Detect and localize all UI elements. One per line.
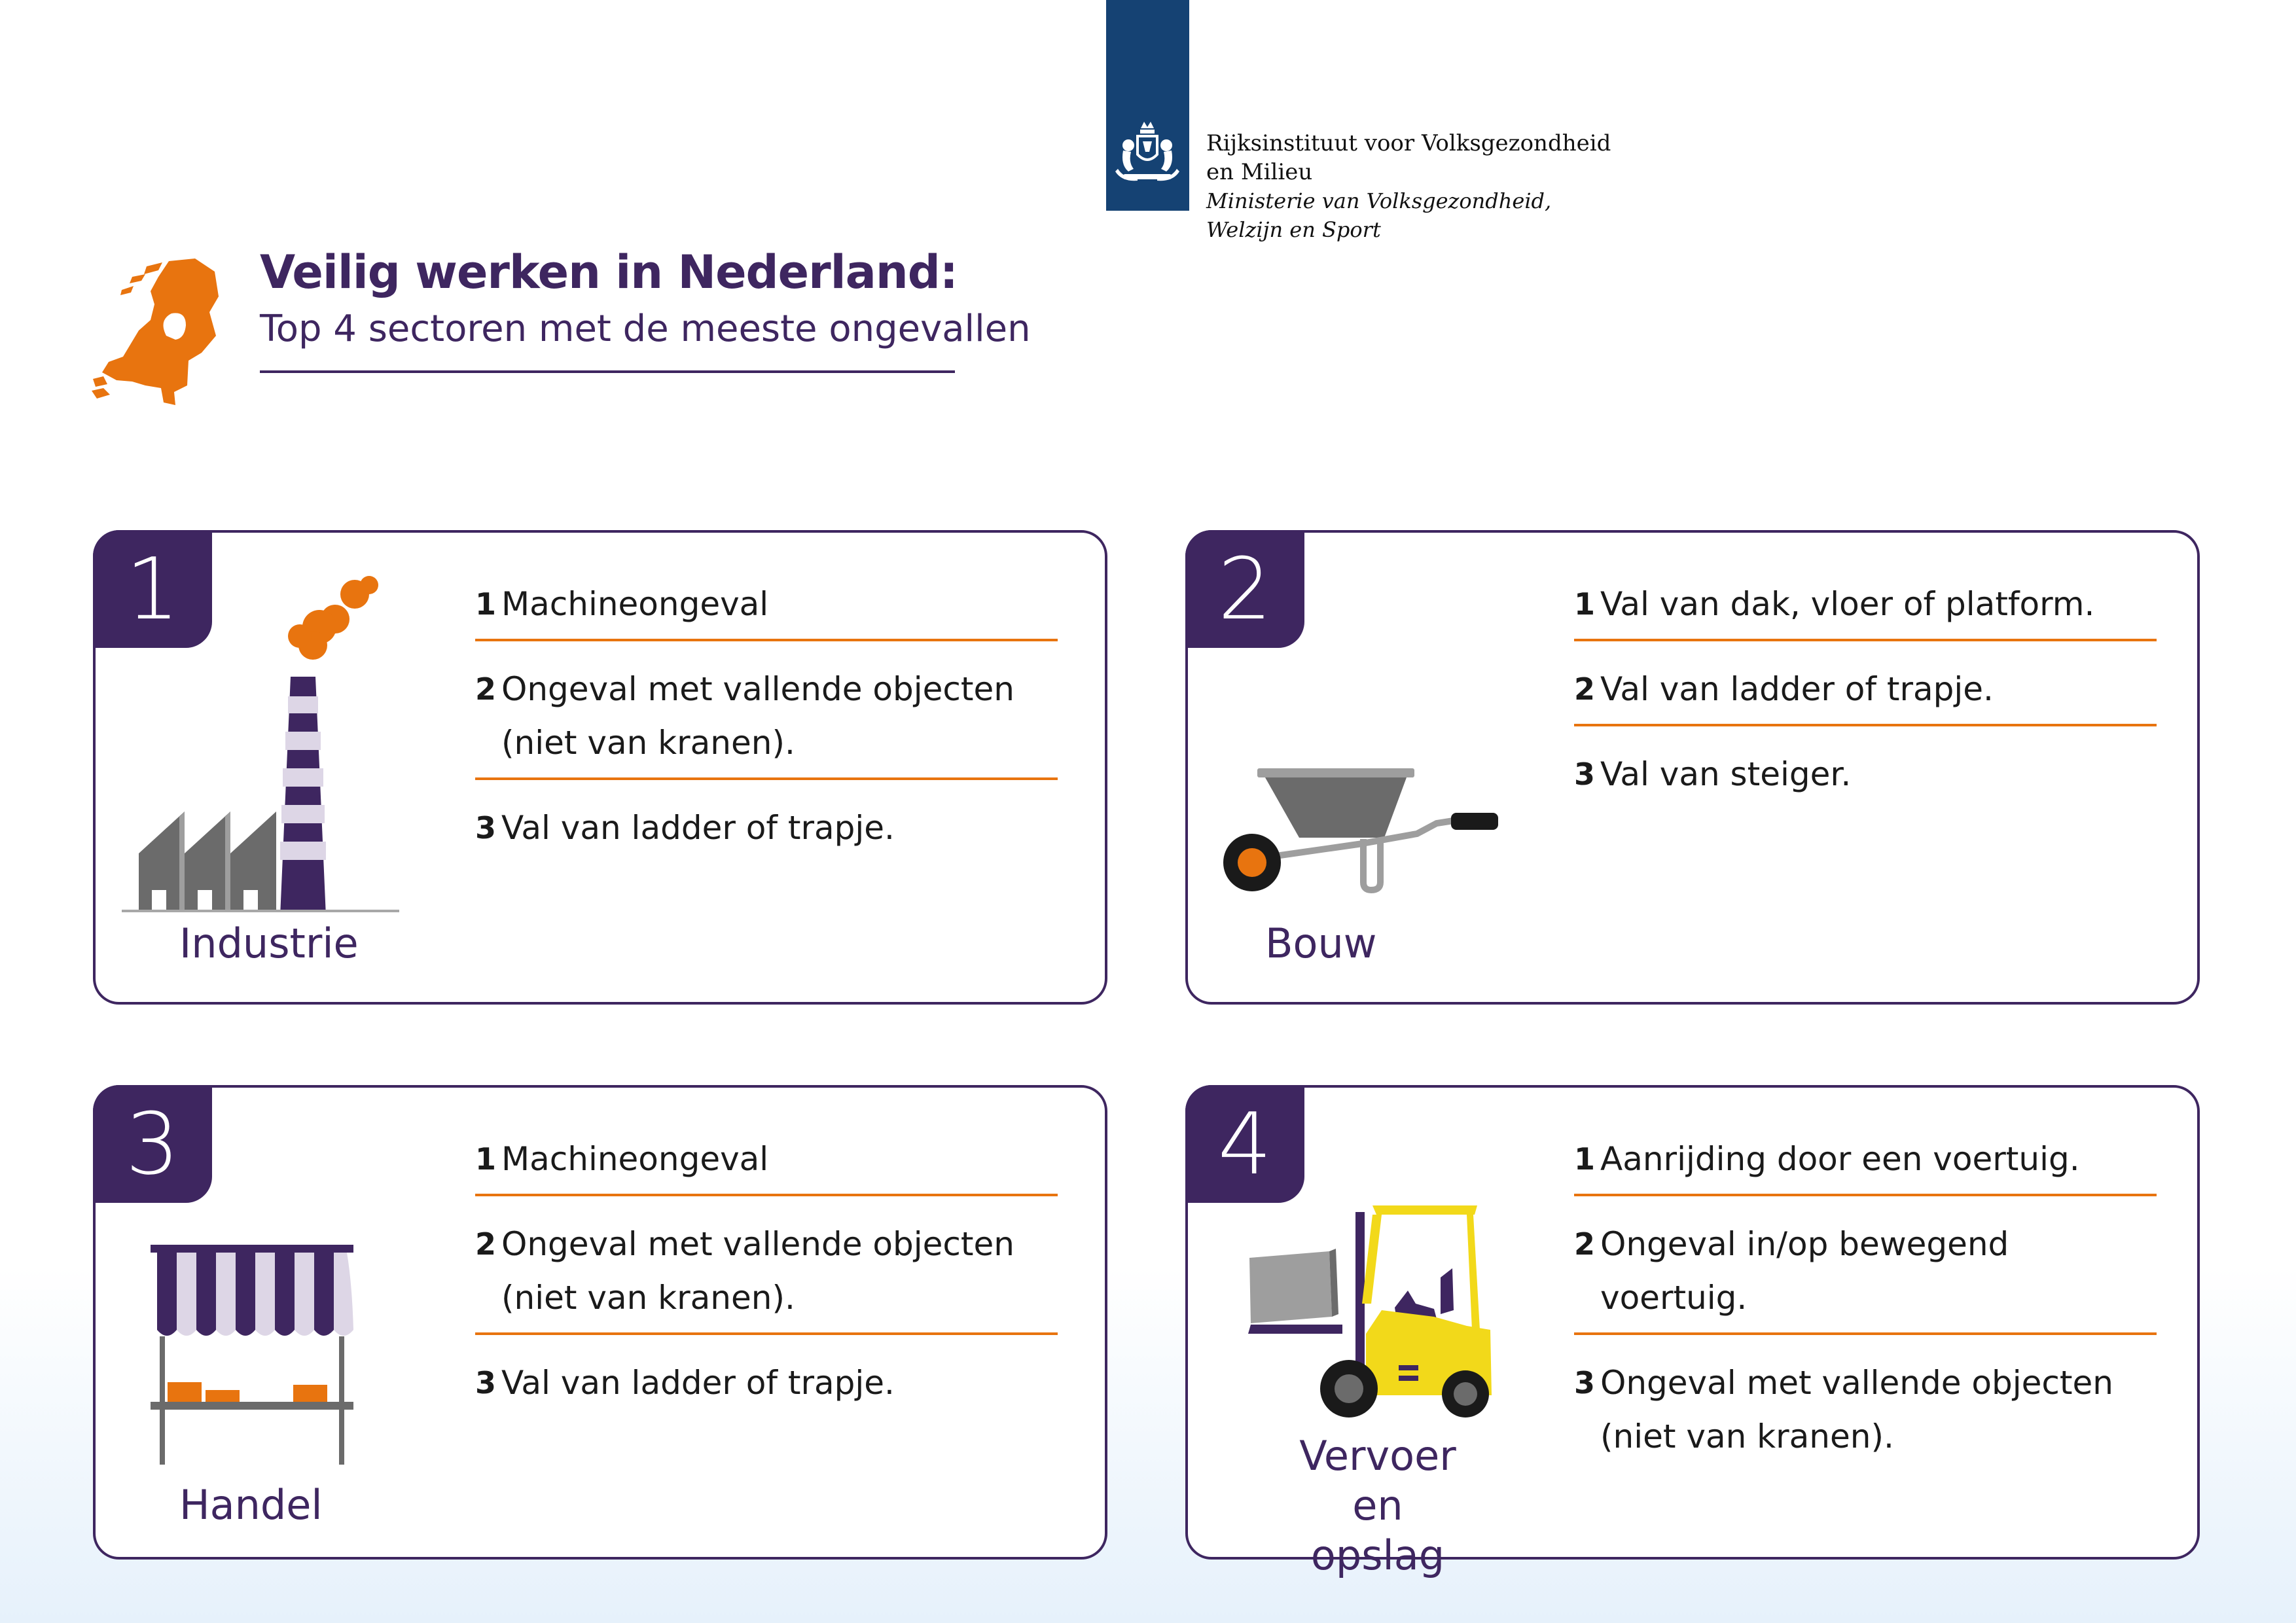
list-item-number: 3 (1574, 757, 1596, 792)
list-item-text-continued: (niet van kranen). (501, 1279, 795, 1317)
list-item-text: Machineongeval (501, 1140, 769, 1178)
accident-list (1574, 1127, 2157, 1463)
page-title: Veilig werken in Nederland: (260, 245, 958, 299)
sector-card-vervoer-en-opslag (1185, 1085, 2200, 1579)
netherlands-map-icon (90, 257, 221, 408)
list-item-number: 2 (1574, 1226, 1596, 1262)
list-item-number: 1 (475, 1141, 497, 1177)
list-item (475, 1127, 1058, 1196)
list-item (1574, 1351, 2157, 1463)
market-stall-icon (151, 1245, 360, 1467)
list-item-text: Val van ladder of trapje. (501, 1364, 895, 1402)
sector-name-line-2: opslag (1310, 1531, 1445, 1579)
list-item-number: 2 (475, 1226, 497, 1262)
list-item (475, 657, 1058, 780)
list-item-number: 1 (1574, 1141, 1596, 1177)
list-item (1574, 572, 2157, 641)
accident-list (475, 572, 1058, 855)
list-item (1574, 1127, 2157, 1196)
sector-name: Industrie (179, 919, 359, 967)
list-item-text: Ongeval met vallende objecten (501, 670, 1014, 708)
list-item (475, 1351, 1058, 1410)
org-line-2: en Milieu (1206, 159, 1313, 185)
sector-card-bouw (1185, 530, 2200, 1005)
list-item-number: 2 (1574, 671, 1596, 707)
list-item-number: 1 (475, 586, 497, 622)
list-item (475, 1212, 1058, 1335)
sector-rank-badge: 2 (1185, 530, 1304, 648)
list-item (475, 572, 1058, 641)
sector-rank-badge: 3 (93, 1085, 212, 1203)
list-item-text: Ongeval met vallende objecten (501, 1225, 1014, 1263)
sector-name-line-1: Vervoer en (1299, 1432, 1456, 1529)
page-subtitle: Top 4 sectoren met de meeste ongevallen (260, 308, 1031, 350)
list-item-text: Ongeval met vallende objecten (1600, 1364, 2113, 1402)
rijksoverheid-logo-bar (1106, 0, 1189, 211)
list-item-text-continued: (niet van kranen). (1600, 1418, 1894, 1455)
sector-rank-badge: 1 (93, 530, 212, 648)
coat-of-arms-icon (1111, 116, 1183, 188)
sector-card-handel (93, 1085, 1107, 1560)
accident-list (475, 1127, 1058, 1410)
list-item-text-continued: (niet van kranen). (501, 724, 795, 762)
factory-icon (119, 572, 433, 912)
sector-rank-badge: 4 (1185, 1085, 1304, 1203)
list-item-number: 3 (475, 810, 497, 846)
list-item (1574, 1212, 2157, 1335)
ministry-line-2: Welzijn en Sport (1206, 217, 1381, 242)
list-item-text: Val van steiger. (1600, 755, 1852, 793)
list-item-text: Val van ladder of trapje. (1600, 670, 1994, 708)
list-item (475, 796, 1058, 855)
forklift-icon (1244, 1205, 1506, 1428)
list-item-text: Aanrijding door een voertuig. (1600, 1140, 2080, 1178)
list-item (1574, 742, 2157, 801)
list-item-text: Val van ladder of trapje. (501, 809, 895, 847)
organization-name (1206, 129, 1611, 244)
list-item-text: Val van dak, vloer of platform. (1600, 585, 2095, 623)
sector-card-industrie (93, 530, 1107, 1005)
title-underline (260, 370, 955, 373)
list-item-number: 1 (1574, 586, 1596, 622)
org-line-1: Rijksinstituut voor Volksgezondheid (1206, 130, 1611, 156)
list-item-number: 3 (1574, 1365, 1596, 1400)
list-item-text: Ongeval in/op bewegend voertuig. (1600, 1225, 2009, 1317)
sector-name: Handel (179, 1481, 323, 1529)
ministry-line-1: Ministerie van Volksgezondheid, (1206, 188, 1552, 213)
wheelbarrow-icon (1221, 762, 1509, 899)
list-item-text: Machineongeval (501, 585, 769, 623)
accident-list (1574, 572, 2157, 801)
list-item (1574, 657, 2157, 726)
sector-name: Bouw (1265, 919, 1377, 967)
sector-name (1280, 1431, 1476, 1580)
list-item-number: 3 (475, 1365, 497, 1400)
list-item-number: 2 (475, 671, 497, 707)
